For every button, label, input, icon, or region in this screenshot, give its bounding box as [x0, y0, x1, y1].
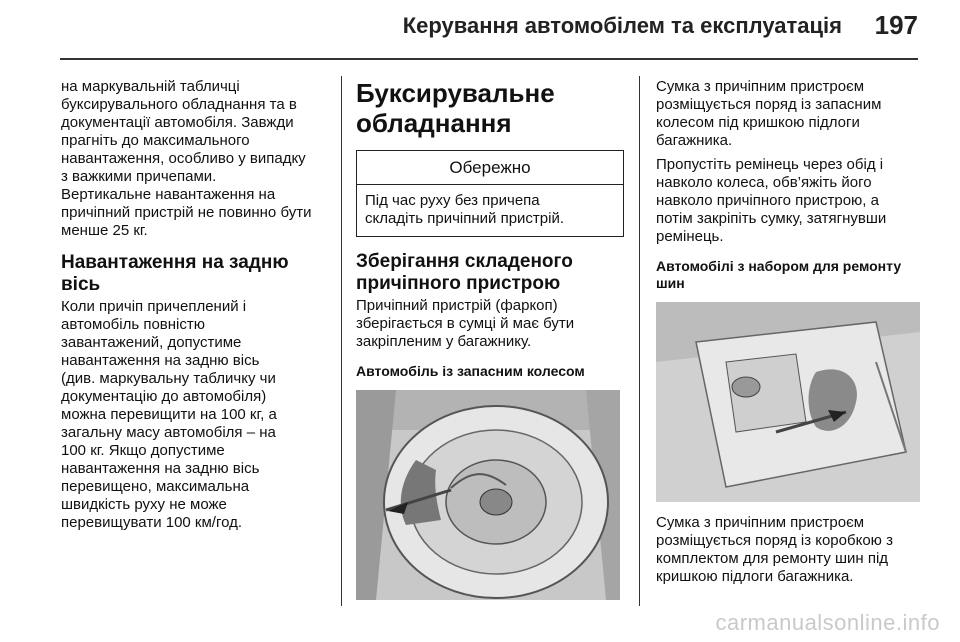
column-divider-2	[639, 76, 640, 606]
page-number: 197	[874, 10, 918, 40]
paragraph-storage: Причіпний пристрій (фаркоп) зберігається в сумці й має бути закріпленим у багажнику.	[356, 297, 575, 350]
heading-towing-equipment: Буксирувальне обладнання	[356, 78, 555, 138]
heading-storage: Зберігання складеного причіпного пристрою	[356, 251, 573, 294]
warning-text: Під час руху без причепа складіть причіпний пристрій.	[365, 192, 565, 227]
warning-box	[356, 150, 624, 237]
warning-title: Обережно	[357, 151, 623, 185]
caption-spare-wheel: Автомобіль із запасним колесом	[356, 363, 585, 379]
column-right	[656, 78, 922, 592]
running-header-title: Керування автомобілем та експлуатація	[402, 13, 842, 38]
paragraph-bag-location: Сумка з причіпним пристроєм розміщується поряд із запасним колесом під кришкою підлоги багажника.	[656, 78, 882, 149]
column-middle	[356, 78, 624, 600]
header-divider	[60, 58, 918, 60]
caption-tyre-repair-kit: Автомобілі з набором для ремонту шин	[656, 258, 902, 291]
paragraph-rear-axle-load: Коли причіп причеплений і автомобіль повністю завантажений, допустиме навантаження на задню вісь (див. маркувальну табличку чи документацію до автомобіля) можна перевищити на 100 кг, а загальну масу автомобіля – на 100 кг. Якщо допустиме навантаження на задню вісь перевищено, максимальна швидкість руху не може перевищувати 100 км/год.	[61, 298, 277, 531]
spare-wheel-photo	[356, 390, 620, 600]
paragraph-bag-repair-kit-location: Сумка з причіпним пристроєм розміщується поряд із коробкою з комплектом для ремонту шин під кришкою підлоги багажника.	[656, 514, 893, 585]
column-divider-1	[341, 76, 342, 606]
paragraph-strap-instructions: Пропустіть ремінець через обід і навколо колеса, обв’яжіть його навколо причіпного пристрою, а потім закріпіть сумку, затягнувши ремінець.	[656, 156, 887, 245]
column-left	[61, 78, 333, 538]
watermark-brand: carmanualsonline.info	[715, 610, 940, 635]
paragraph-vertical-load: на маркувальній табличці буксирувального обладнання та в документації автомобіля. Завжди прагніть до максимального навантаження, особливо у випадку з важкими причепами. Вертикальне навантаження на причіпний пристрій не повинно бути менше 25 кг.	[61, 78, 312, 239]
heading-rear-axle-load: Навантаження на задню вісь	[61, 252, 289, 295]
tyre-repair-kit-photo	[656, 302, 920, 502]
